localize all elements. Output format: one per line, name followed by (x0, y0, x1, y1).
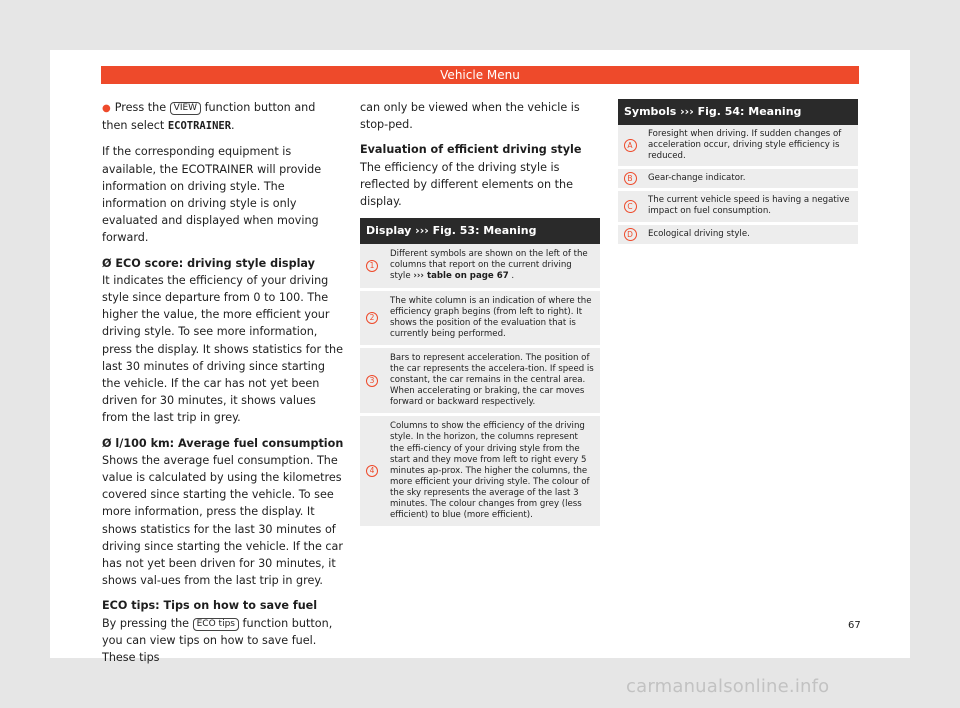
display-meaning-table (360, 218, 600, 529)
row-text: Different symbols are shown on the left of the columns that report on the current driving style (390, 249, 588, 282)
row-text: The white column is an indication of where the efficiency graph begins (from left to right). It shows the position of the evaluation that is currently being performed. (384, 289, 600, 346)
instruction-paragraph: ● Press the VIEW function button and then select ECOTRAINER. (102, 101, 316, 133)
row-text: Ecological driving style. (642, 223, 858, 245)
column-left (102, 99, 344, 674)
column-right (618, 99, 858, 247)
paragraph: can only be viewed when the vehicle is stop-ped. (360, 101, 580, 132)
view-key-label: VIEW (170, 102, 201, 115)
number-1-icon: 1 (366, 260, 378, 272)
section-header: Vehicle Menu (101, 66, 859, 84)
paragraph: If the corresponding equipment is available, the ECOTRAINER will provide information on driving style. The information on driving style is only evaluated and displayed when moving forward. (102, 145, 322, 245)
paragraph: It indicates the efficiency of your driving style since departure from 0 to 100. The higher the value, the more efficient your driving style. To see more information, press the display. It shows statistics for the last 30 minutes of driving since starting the vehicle. If the car has not yet been driven for 30 minutes, it shows values from the last trip in grey. (102, 273, 343, 425)
letter-b-icon: B (624, 172, 637, 185)
page-number: 67 (848, 620, 861, 631)
paragraph: Shows the average fuel consumption. The value is calculated by using the kilometres covered since starting the vehicle. To see more information, press the display. It shows statistics for the last 30 minutes of driving since starting the vehicle. If the car has not yet been driven for 30 minutes, it shows val-ues from the last trip in grey. (102, 453, 344, 588)
row-text: Foresight when driving. If sudden changes of acceleration occur, driving style efficiency is reduced. (642, 125, 858, 168)
table-row (618, 168, 858, 190)
paragraph: By pressing the ECO tips function button, you can view tips on how to save fuel. These tips (102, 616, 333, 665)
table-reference-link[interactable]: ››› table on page 67 (413, 271, 509, 282)
letter-d-icon: D (624, 228, 637, 241)
subheading: Evaluation of efficient driving style (360, 143, 582, 157)
number-4-icon: 4 (366, 465, 378, 477)
bullet-icon: ● (102, 103, 111, 114)
number-3-icon: 3 (366, 375, 378, 387)
table-row (360, 415, 600, 528)
table-row (618, 223, 858, 245)
column-middle (360, 99, 600, 529)
subheading: ECO tips: Tips on how to save fuel (102, 599, 318, 613)
ecotrainer-label: ECOTRAINER (167, 120, 232, 133)
table-row (360, 346, 600, 414)
watermark: carmanualsonline.info (626, 676, 830, 697)
row-text: Columns to show the efficiency of the driving style. In the horizon, the columns represent the effi-ciency of your driving style from the start and they move from left to right every 5 minutes ap-prox. The higher the columns, the more efficient your driving style. The colour of the sky represents the average of the last 3 minutes. The colour changes from grey (less efficient) to blue (more efficient). (384, 415, 600, 528)
subheading: Ø l/100 km: Average fuel consumption (102, 436, 344, 450)
table-row: 1 Different symbols are shown on the left of the columns that report on the current driving style ››› table on page 67 . (360, 244, 600, 289)
table-header: Display ››› Fig. 53: Meaning (360, 218, 600, 244)
row-text: Bars to represent acceleration. The position of the car represents the accelera-tion. If speed is constant, the car remains in the central area. When accelerating or braking, the car moves forward or backward respectively. (384, 346, 600, 414)
table-row (618, 125, 858, 168)
letter-c-icon: C (624, 200, 637, 213)
number-2-icon: 2 (366, 312, 378, 324)
table-header: Symbols ››› Fig. 54: Meaning (618, 99, 858, 125)
eco-tips-key-label: ECO tips (193, 618, 239, 631)
paragraph: The efficiency of the driving style is reflected by different elements on the display. (360, 160, 573, 209)
row-text: Gear-change indicator. (642, 168, 858, 190)
letter-a-icon: A (624, 139, 637, 152)
symbols-meaning-table (618, 99, 858, 247)
subheading: Ø ECO score: driving style display (102, 256, 315, 270)
row-text: The current vehicle speed is having a negative impact on fuel consumption. (642, 190, 858, 223)
table-row (618, 190, 858, 223)
table-row (360, 289, 600, 346)
